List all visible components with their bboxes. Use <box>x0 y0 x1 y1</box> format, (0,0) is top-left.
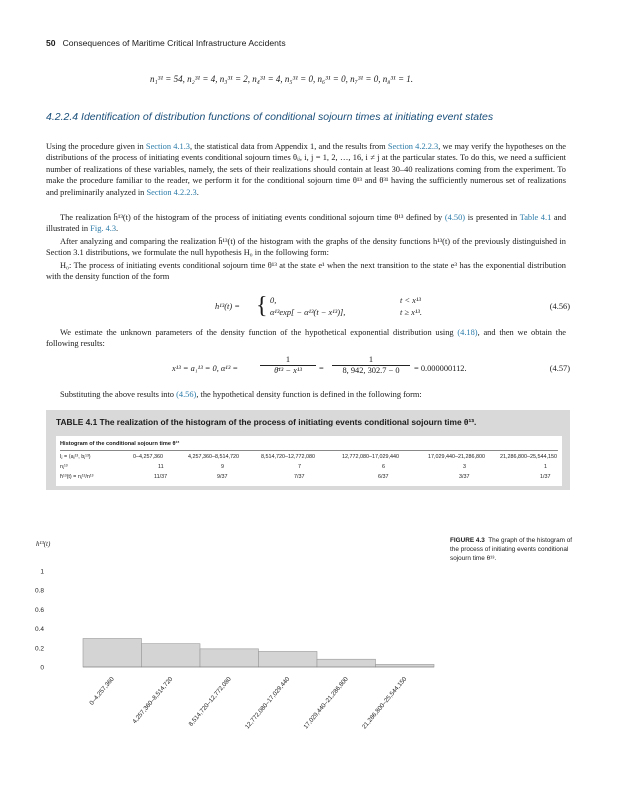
equation-4-57 <box>172 355 570 383</box>
fraction-1 <box>260 355 316 375</box>
text-span: , we may verify the hypotheses on the distributions of the process of initiating events conditional sojourn times θᵢⱼ, i, j = 1, 2, …, 16, i ≠ j at the particular states. To do this, we need a sufficient number of realizations of these variables, namely, the sets of their realizations should contain at least 30–40 realizations coming from the experiment. To make the procedure familiar to the reader, we perform it for the conditional sojourn time θ¹³ and θ³¹ having the sufficiently numerous set of realizations and preliminarily analyzed in <box>46 142 567 197</box>
link-eq-4-50[interactable]: (4.50) <box>444 213 466 222</box>
text-span: . <box>116 224 119 234</box>
paragraph-3: After analyzing and comparing the realization h̄¹³(t) of the histogram with the graphs of the density functions h¹³(t) of the previously distinguished in Section 3.1 distributions, we formulate the null hypothesis H₀ in the following form: <box>46 237 566 258</box>
histogram-bar <box>376 664 435 667</box>
link-section-4-1-3[interactable]: Section 4.1.3 <box>145 142 190 151</box>
y-tick-label: 0.2 <box>34 645 44 653</box>
figure-label: FIGURE 4.3 <box>450 537 485 544</box>
histogram-bar <box>83 638 142 667</box>
text-span: , the statistical data from Appendix 1, and the results from <box>190 142 388 151</box>
figure-caption <box>450 536 575 564</box>
link-section-4-2-2-3[interactable]: Section 4.2.2.3 <box>387 142 439 151</box>
link-table-4-1[interactable]: Table 4.1 <box>519 213 552 222</box>
text-span: , the hypothetical density function is defined in the following form: <box>196 390 422 399</box>
fraction-2-numerator: 1 <box>368 355 374 364</box>
eq-4-56-case2: α¹³exp[ − α¹³(t − x¹³)], <box>270 308 346 317</box>
table-cell: 12,772,080–17,029,440 <box>342 454 399 460</box>
equation-4-56 <box>215 295 570 321</box>
histogram-chart <box>0 530 445 795</box>
link-fig-4-3[interactable]: Fig. 4.3 <box>90 224 117 234</box>
y-tick-label: 0.6 <box>34 606 44 614</box>
table-cell: 9/37 <box>217 474 228 480</box>
eq-4-57-result: = 0.000000112. <box>414 364 467 373</box>
eq-4-56-number: (4.56) <box>549 302 570 311</box>
row-label: h̄¹³(t) = nⱼ¹³/n¹³ <box>60 474 94 480</box>
equals-sign: = <box>319 364 324 373</box>
eq-4-56-cond1: t < x¹³ <box>400 296 421 305</box>
y-axis-label: h¹³(t) <box>36 540 51 548</box>
text-span: is presented in <box>465 213 520 222</box>
row-label: Iⱼ = ⟨aⱼ¹³, bⱼ¹³) <box>60 454 91 460</box>
x-tick-label: 0–4,257,360 <box>88 675 116 707</box>
section-title: 4.2.2.4 Identification of distribution functions of conditional sojourn times at initiating event states <box>46 111 494 123</box>
table-cell: 1 <box>544 464 547 470</box>
paragraph-2 <box>46 212 566 235</box>
link-eq-4-18[interactable]: (4.18) <box>457 328 478 337</box>
table-cell: 8,514,720–12,772,080 <box>261 454 315 460</box>
table-cell: 1/37 <box>540 474 551 480</box>
table-title: TABLE 4.1 The realization of the histogram of the process of initiating events conditional sojourn time θ¹³. <box>56 417 477 427</box>
x-tick-label: 12,772,080–17,029,440 <box>243 675 292 731</box>
figure-caption-text: The graph of the histogram of the process of initiating events conditional sojourn time θ¹³. <box>450 537 573 563</box>
table-cell: 11 <box>158 464 164 470</box>
table-rule <box>60 450 558 451</box>
y-tick-label: 1 <box>40 568 44 576</box>
text-span: Using the procedure given in <box>46 142 146 151</box>
page-number: 50 <box>46 38 56 48</box>
table-cell: 17,029,440–21,286,800 <box>428 454 485 460</box>
link-eq-4-56[interactable]: (4.56) <box>176 390 197 399</box>
table-cell: 11/37 <box>154 474 168 480</box>
fraction-2 <box>332 355 410 375</box>
table-cell: 0–4,257,360 <box>133 454 163 460</box>
top-equation: n₁³¹ = 54, n₂³¹ = 4, n₃³¹ = 2, n₄³¹ = 4, n₅³¹ = 0, n₆³¹ = 0, n₇³¹ = 0, n₈³¹ = 1. <box>150 74 414 84</box>
text-span: . <box>196 187 199 197</box>
fraction-1-numerator: 1 <box>285 355 291 364</box>
x-tick-label: 4,257,360–8,514,720 <box>131 675 175 726</box>
paragraph-6 <box>46 389 566 400</box>
eq-4-56-cond2: t ≥ x¹³. <box>400 308 422 317</box>
histogram-bar <box>317 659 376 667</box>
fraction-1-denominator: θ̄¹³ − x¹³ <box>274 366 302 375</box>
text-span: We estimate the unknown parameters of the density function of the hypothetical exponential distribution using <box>60 328 458 337</box>
running-title: Consequences of Maritime Critical Infrastructure Accidents <box>62 38 286 48</box>
histogram-bar <box>259 651 318 667</box>
text-span: , and then we obtain the following results: <box>46 328 566 349</box>
histogram-bar <box>200 649 259 667</box>
y-tick-label: 0.8 <box>34 587 44 595</box>
fraction-2-denominator: 8, 942, 302.7 − 0 <box>342 366 400 375</box>
table-cell: 7/37 <box>294 474 305 480</box>
hypothesis-paragraph: H₀: The process of initiating events conditional sojourn time θ¹³ at the state e¹ when the next transition to the state e³ has the exponential distribution with the density function of the form <box>46 261 566 282</box>
eq-4-56-lhs: h¹³(t) = <box>215 302 240 311</box>
table-cell: 3 <box>463 464 466 470</box>
x-tick-label: 21,286,800–25,544,150 <box>360 675 409 731</box>
text-span: and illustrated in <box>46 213 567 234</box>
text-span: The realization h̄¹³(t) of the histogram of the process of initiating events conditional sojourn time θ¹³ defined by <box>60 213 445 222</box>
table-cell: 21,286,800–25,544,150 <box>500 454 557 460</box>
eq-4-57-number: (4.57) <box>549 364 570 373</box>
x-tick-label: 8,514,720–12,772,080 <box>187 675 233 728</box>
text-span: Substituting the above results into <box>60 390 177 399</box>
eq-4-57-lhs: x¹³ = a₁¹³ = 0, α¹³ = <box>172 364 239 373</box>
table-cell: 9 <box>221 464 224 470</box>
running-head <box>46 38 286 48</box>
table-header: Histogram of the conditional sojourn time θ¹³ <box>60 441 180 447</box>
link-section-4-2-2-3-b[interactable]: Section 4.2.2.3 <box>146 187 197 197</box>
table-grid <box>60 453 560 483</box>
y-tick-label: 0 <box>40 664 44 672</box>
row-label: nⱼ¹³ <box>60 464 68 470</box>
eq-4-56-case1: 0, <box>270 296 277 305</box>
paragraph-1 <box>46 141 566 198</box>
table-cell: 6 <box>382 464 385 470</box>
table-cell: 7 <box>298 464 301 470</box>
y-tick-label: 0.4 <box>34 626 44 634</box>
paragraph-5 <box>46 327 566 350</box>
table-cell: 3/37 <box>459 474 470 480</box>
table-cell: 6/37 <box>378 474 389 480</box>
x-tick-label: 17,029,440–21,286,800 <box>302 675 350 731</box>
table-cell: 4,257,360–8,514,720 <box>188 454 239 460</box>
left-brace: { <box>256 293 268 319</box>
histogram-bar <box>142 644 201 667</box>
